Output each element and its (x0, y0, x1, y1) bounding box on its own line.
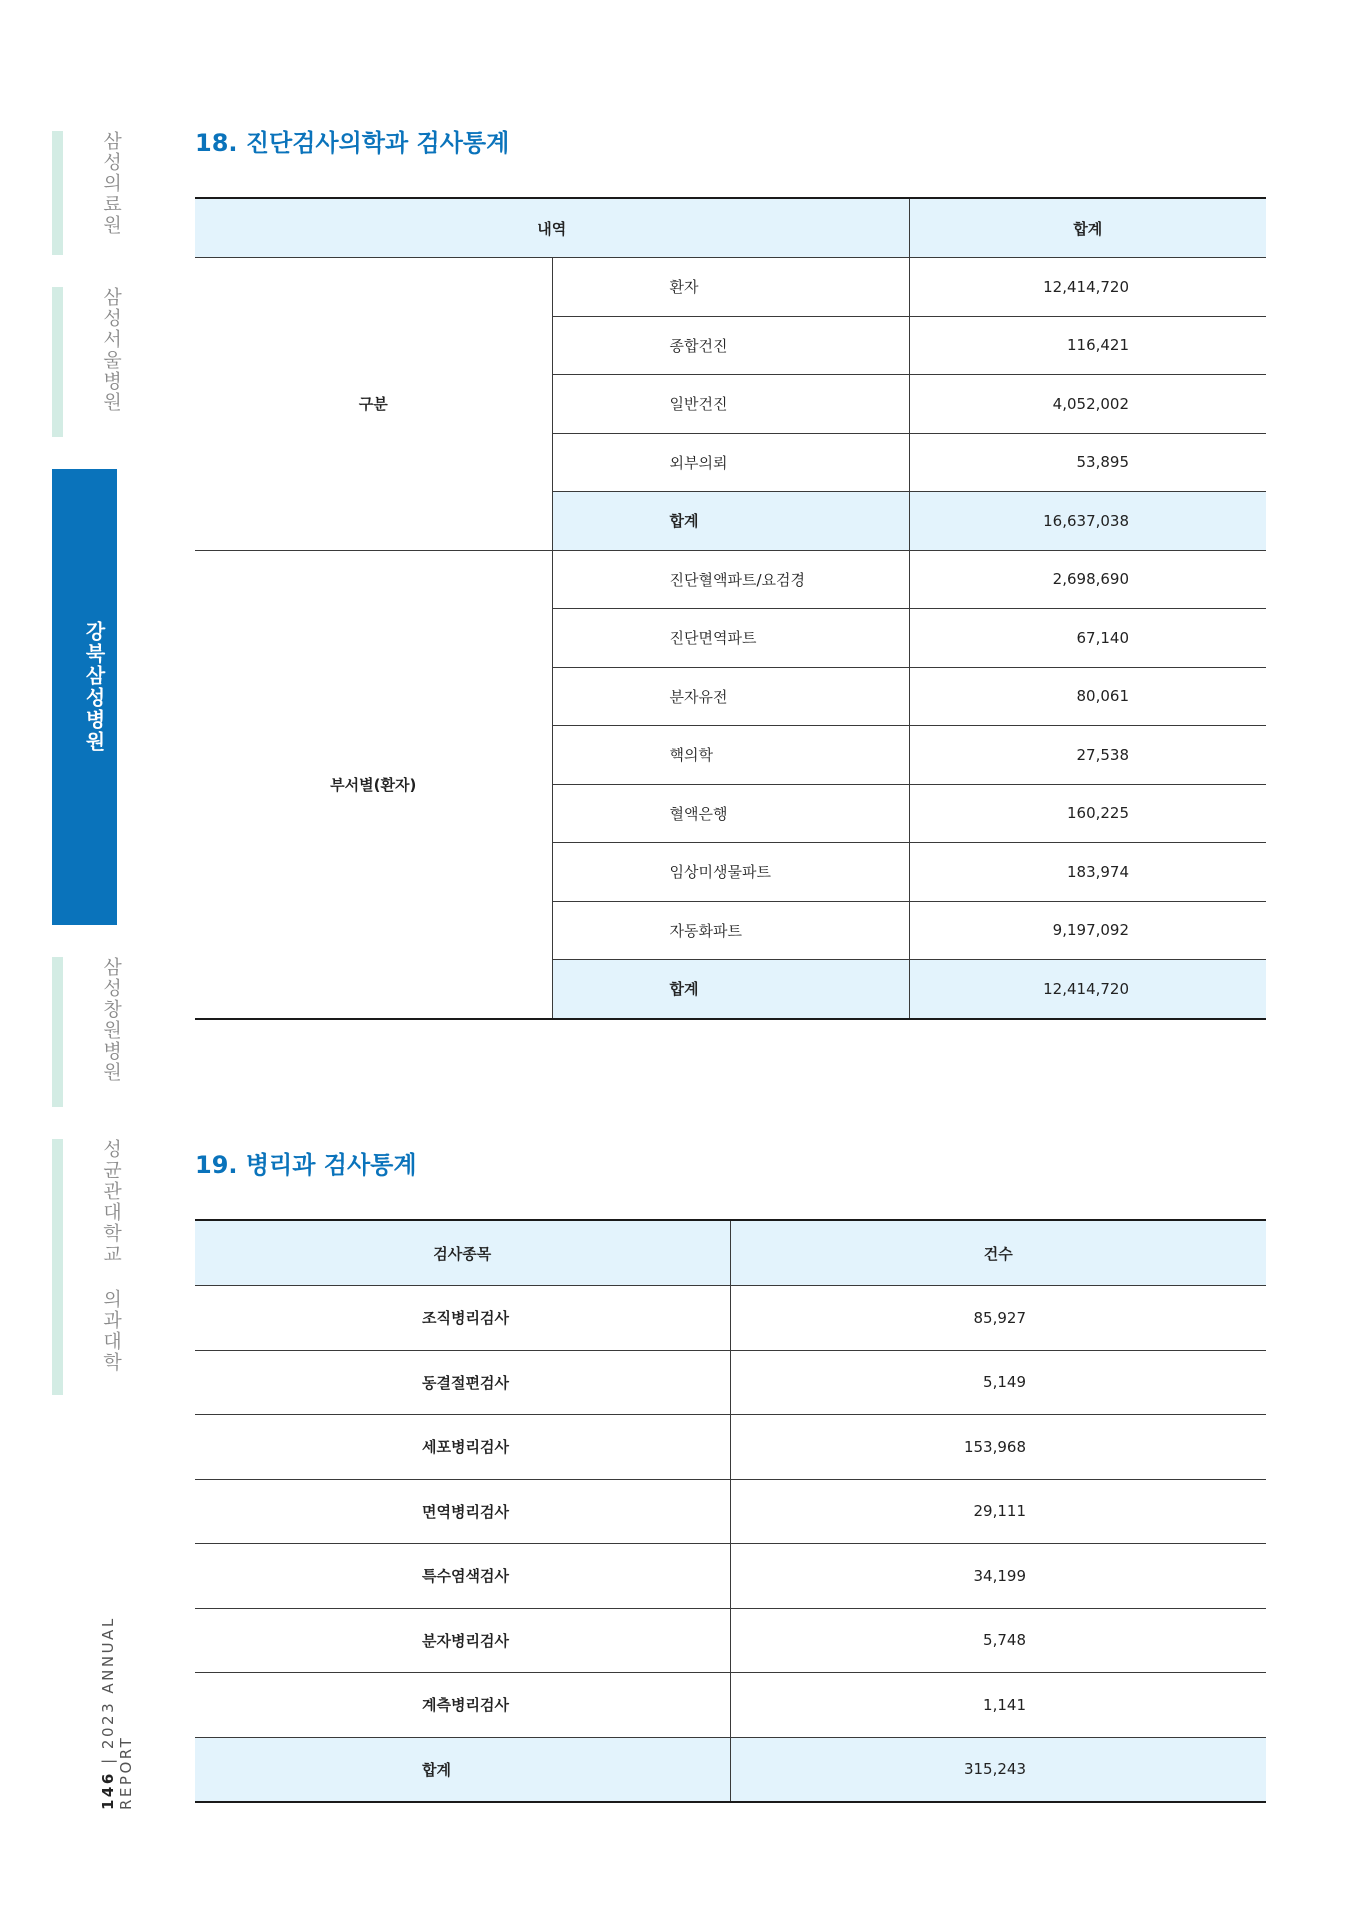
row-item: 종합건진 (552, 316, 909, 375)
footer-separator: | (99, 1756, 117, 1764)
table-row (195, 1415, 1266, 1480)
section-title-19: 19. 병리과 검사통계 (195, 1151, 417, 1179)
row-item: 자동화파트 (552, 901, 909, 960)
row-item: 혈액은행 (552, 784, 909, 843)
table-row (195, 1350, 1266, 1415)
row-item: 환자 (552, 258, 909, 317)
table-header-row (195, 198, 1266, 258)
header-total: 합계 (909, 198, 1266, 258)
sidebar-item-label: 강북삼성병원 (82, 621, 106, 753)
sidebar-item-label: 삼성서울병원 (100, 287, 122, 413)
row-value: 27,538 (909, 726, 1266, 785)
row-value: 183,974 (909, 843, 1266, 902)
row-item: 임상미생물파트 (552, 843, 909, 902)
row-value: 4,052,002 (909, 375, 1266, 434)
sidebar-item-skku-medicine[interactable] (52, 1139, 122, 1395)
row-value: 160,225 (909, 784, 1266, 843)
row-value: 5,149 (730, 1350, 1266, 1415)
row-item: 조직병리검사 (195, 1286, 730, 1351)
sidebar-item-samsung-medical-center[interactable] (52, 131, 122, 255)
table-row-total (195, 1737, 1266, 1802)
table-row (195, 1544, 1266, 1609)
table-row (195, 550, 1266, 609)
row-value: 34,199 (730, 1544, 1266, 1609)
row-item: 일반건진 (552, 375, 909, 434)
row-item: 외부의뢰 (552, 433, 909, 492)
row-value: 9,197,092 (909, 901, 1266, 960)
table-row (195, 1286, 1266, 1351)
table-row (195, 1608, 1266, 1673)
total-label: 합계 (195, 1737, 730, 1802)
sidebar-item-label: 삼성창원병원 (100, 957, 122, 1083)
row-item: 합계 (552, 492, 909, 551)
header-count: 건수 (730, 1220, 1266, 1286)
row-item: 세포병리검사 (195, 1415, 730, 1480)
row-value: 80,061 (909, 667, 1266, 726)
page-footer (99, 1548, 135, 1810)
row-value: 67,140 (909, 609, 1266, 668)
table-row (195, 1479, 1266, 1544)
row-value: 12,414,720 (909, 258, 1266, 317)
row-value: 2,698,690 (909, 550, 1266, 609)
row-item: 분자유전 (552, 667, 909, 726)
row-value: 85,927 (730, 1286, 1266, 1351)
sidebar-item-bar (52, 287, 63, 437)
row-value: 16,637,038 (909, 492, 1266, 551)
sidebar-item-bar (52, 131, 63, 255)
section-title-18: 18. 진단검사의학과 검사통계 (195, 129, 510, 157)
row-item: 합계 (552, 960, 909, 1019)
sidebar-item-kangbuk-samsung-hospital[interactable] (52, 469, 117, 925)
group-label: 구분 (195, 258, 552, 551)
row-item: 특수염색검사 (195, 1544, 730, 1609)
row-value: 53,895 (909, 433, 1266, 492)
group-label: 부서별(환자) (195, 550, 552, 1019)
row-value: 1,141 (730, 1673, 1266, 1738)
row-value: 116,421 (909, 316, 1266, 375)
row-item: 면역병리검사 (195, 1479, 730, 1544)
report-title: 2023 ANNUAL REPORT (99, 1616, 135, 1810)
row-item: 진단면역파트 (552, 609, 909, 668)
sidebar-item-samsung-seoul-hospital[interactable] (52, 287, 122, 437)
sidebar-item-label: 성균관대학교 의과대학 (100, 1139, 122, 1373)
row-value: 29,111 (730, 1479, 1266, 1544)
row-value: 5,748 (730, 1608, 1266, 1673)
table-header-row (195, 1220, 1266, 1286)
total-value: 315,243 (730, 1737, 1266, 1802)
pathology-stats-table (195, 1219, 1266, 1803)
table-row (195, 1673, 1266, 1738)
header-detail: 내역 (195, 198, 909, 258)
row-value: 12,414,720 (909, 960, 1266, 1019)
sidebar-item-bar (52, 957, 63, 1107)
page-number: 146 (99, 1771, 117, 1810)
row-item: 분자병리검사 (195, 1608, 730, 1673)
row-value: 153,968 (730, 1415, 1266, 1480)
row-item: 계측병리검사 (195, 1673, 730, 1738)
row-item: 동결절편검사 (195, 1350, 730, 1415)
row-item: 핵의학 (552, 726, 909, 785)
header-test-type: 검사종목 (195, 1220, 730, 1286)
sidebar-item-bar (52, 1139, 63, 1395)
sidebar-item-samsung-changwon-hospital[interactable] (52, 957, 122, 1107)
lab-medicine-stats-table (195, 197, 1266, 1020)
table-row (195, 258, 1266, 317)
row-item: 진단혈액파트/요검경 (552, 550, 909, 609)
sidebar-item-label: 삼성의료원 (100, 131, 122, 236)
